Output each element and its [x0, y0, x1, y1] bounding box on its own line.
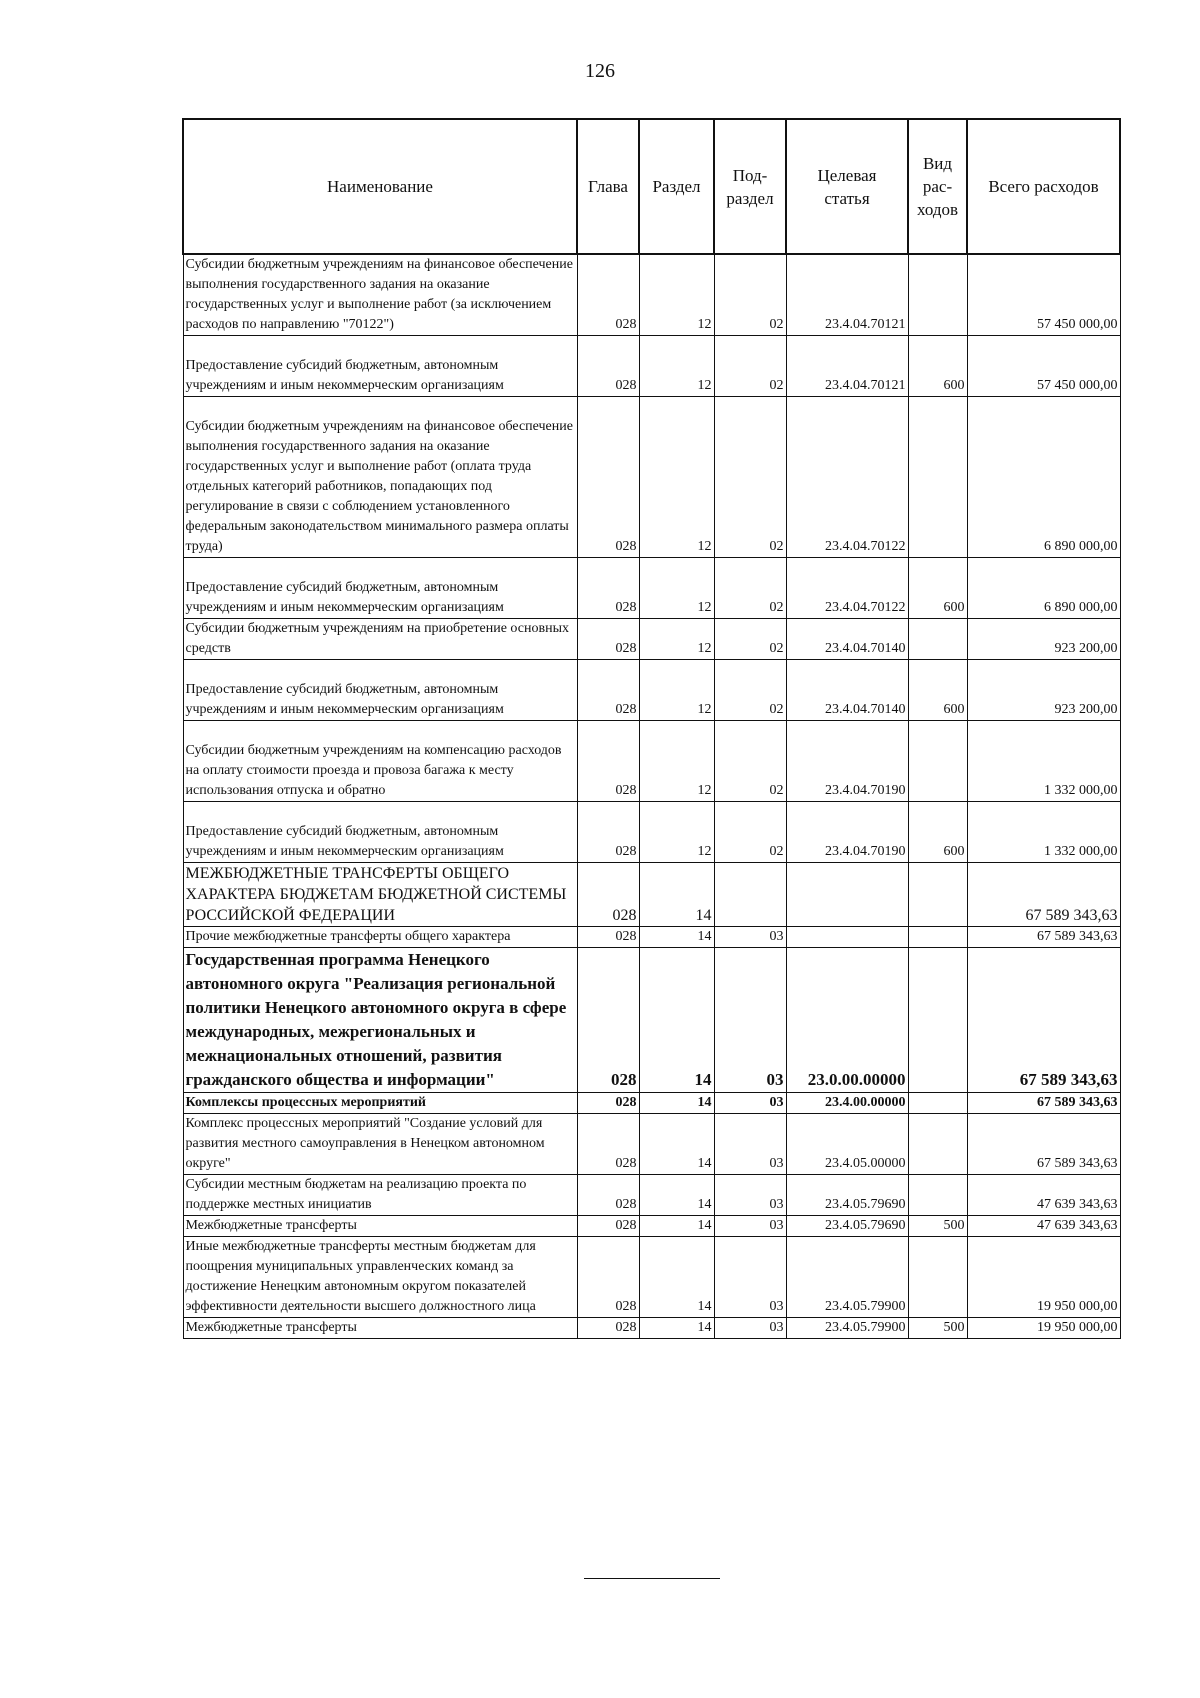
row-kind: 500: [908, 1318, 967, 1339]
row-target: 23.4.05.00000: [786, 1114, 908, 1175]
row-chapter: 028: [577, 1237, 639, 1318]
row-total: 923 200,00: [967, 619, 1120, 660]
row-kind: [908, 254, 967, 336]
row-name: Комплекс процессных мероприятий "Создание условий для развития местного самоуправления в Ненецком автономном округе": [183, 1114, 577, 1175]
row-kind: [908, 1237, 967, 1318]
row-chapter: 028: [577, 1175, 639, 1216]
row-subsection: 02: [714, 254, 786, 336]
row-total: 47 639 343,63: [967, 1216, 1120, 1237]
row-total: 67 589 343,63: [967, 948, 1120, 1093]
row-section: 14: [639, 863, 714, 927]
row-kind: 600: [908, 802, 967, 863]
table-row: [183, 336, 1120, 397]
row-section: 12: [639, 336, 714, 397]
row-subsection: [714, 863, 786, 927]
row-subsection: 02: [714, 802, 786, 863]
row-target: 23.4.04.70140: [786, 619, 908, 660]
page-number: 126: [585, 60, 615, 82]
budget-table: [182, 118, 1121, 1339]
row-name: Межбюджетные трансферты: [183, 1318, 577, 1339]
row-name: Государственная программа Ненецкого автономного округа "Реализация региональной политики Ненецкого автономного округа в сфере международных, межрегиональных и межнациональных отношений, развития гражданского общества и информации": [183, 948, 577, 1093]
row-section: 14: [639, 927, 714, 948]
row-chapter: 028: [577, 619, 639, 660]
table-row: [183, 863, 1120, 927]
table-row: [183, 1318, 1120, 1339]
row-section: 14: [639, 1114, 714, 1175]
row-section: 12: [639, 619, 714, 660]
row-chapter: 028: [577, 1216, 639, 1237]
header-kind: Вид рас- ходов: [908, 119, 967, 254]
row-kind: [908, 1175, 967, 1216]
row-name: Субсидии бюджетным учреждениям на финансовое обеспечение выполнения государственного задания на оказание государственных услуг и выполнение работ (оплата труда отдельных категорий работников, попадающих под регулирование в связи с соблюдением установленного федеральным законодательством минимального размера оплаты труда): [185, 419, 573, 554]
row-total: 1 332 000,00: [967, 721, 1120, 802]
row-section: 14: [639, 1093, 714, 1114]
row-name: Субсидии бюджетным учреждениям на компенсацию расходов на оплату стоимости проезда и провоза багажа к месту использования отпуска и обратно: [185, 743, 562, 798]
row-name: Предоставление субсидий бюджетным, автономным учреждениям и иным некоммерческим организациям: [185, 358, 504, 393]
row-subsection: 03: [714, 1216, 786, 1237]
row-subsection: 02: [714, 721, 786, 802]
table-header-row: [183, 119, 1120, 254]
row-section: 12: [639, 558, 714, 619]
row-target: 23.4.04.70121: [786, 336, 908, 397]
row-target: [786, 927, 908, 948]
row-subsection: 03: [714, 1175, 786, 1216]
table-row: [183, 1237, 1120, 1318]
row-total: 47 639 343,63: [967, 1175, 1120, 1216]
row-target: 23.4.05.79690: [786, 1216, 908, 1237]
row-target: 23.4.05.79900: [786, 1237, 908, 1318]
row-chapter: 028: [577, 948, 639, 1093]
row-target: 23.0.00.00000: [786, 948, 908, 1093]
row-kind: 600: [908, 660, 967, 721]
row-target: 23.4.04.70190: [786, 721, 908, 802]
row-section: 14: [639, 1318, 714, 1339]
table-row: [183, 802, 1120, 863]
row-chapter: 028: [577, 1114, 639, 1175]
row-total: 67 589 343,63: [967, 863, 1120, 927]
row-name: Предоставление субсидий бюджетным, автономным учреждениям и иным некоммерческим организациям: [185, 682, 504, 717]
row-name: Комплексы процессных мероприятий: [183, 1093, 577, 1114]
row-subsection: 03: [714, 927, 786, 948]
row-total: 67 589 343,63: [967, 1114, 1120, 1175]
row-name: Прочие межбюджетные трансферты общего характера: [183, 927, 577, 948]
row-subsection: 03: [714, 948, 786, 1093]
table-row: [183, 254, 1120, 336]
row-section: 14: [639, 948, 714, 1093]
row-section: 12: [639, 254, 714, 336]
row-kind: 600: [908, 558, 967, 619]
row-kind: [908, 927, 967, 948]
row-total: 19 950 000,00: [967, 1237, 1120, 1318]
row-kind: [908, 1093, 967, 1114]
row-target: 23.4.05.79900: [786, 1318, 908, 1339]
row-target: 23.4.04.70122: [786, 397, 908, 558]
row-name: Субсидии бюджетным учреждениям на приобретение основных средств: [183, 619, 577, 660]
table-row: [183, 948, 1120, 1093]
header-chapter: Глава: [577, 119, 639, 254]
row-subsection: 03: [714, 1237, 786, 1318]
row-kind: [908, 397, 967, 558]
row-chapter: 028: [577, 863, 639, 927]
header-total: Всего расходов: [967, 119, 1120, 254]
row-subsection: 02: [714, 558, 786, 619]
row-chapter: 028: [577, 802, 639, 863]
row-kind: [908, 863, 967, 927]
row-chapter: 028: [577, 1093, 639, 1114]
row-kind: 600: [908, 336, 967, 397]
table-row: [183, 1093, 1120, 1114]
row-chapter: 028: [577, 721, 639, 802]
row-total: 1 332 000,00: [967, 802, 1120, 863]
row-target: [786, 863, 908, 927]
row-total: 6 890 000,00: [967, 558, 1120, 619]
row-subsection: 02: [714, 397, 786, 558]
row-name: Предоставление субсидий бюджетным, автономным учреждениям и иным некоммерческим организациям: [185, 824, 504, 859]
row-kind: [908, 1114, 967, 1175]
header-target: Целевая статья: [786, 119, 908, 254]
row-section: 12: [639, 397, 714, 558]
row-chapter: 028: [577, 660, 639, 721]
table-row: [183, 558, 1120, 619]
row-subsection: 02: [714, 660, 786, 721]
table-row: [183, 619, 1120, 660]
row-total: 6 890 000,00: [967, 397, 1120, 558]
row-subsection: 03: [714, 1093, 786, 1114]
row-chapter: 028: [577, 336, 639, 397]
table-row: [183, 1114, 1120, 1175]
header-subsection: Под- раздел: [714, 119, 786, 254]
row-name: Субсидии бюджетным учреждениям на финансовое обеспечение выполнения государственного задания на оказание государственных услуг и выполнение работ (за исключением расходов по направлению "70122"): [183, 254, 577, 336]
row-chapter: 028: [577, 397, 639, 558]
row-name: Межбюджетные трансферты: [183, 1216, 577, 1237]
table-row: [183, 1216, 1120, 1237]
row-total: 67 589 343,63: [967, 927, 1120, 948]
row-chapter: 028: [577, 558, 639, 619]
table-row: [183, 660, 1120, 721]
row-section: 12: [639, 802, 714, 863]
row-name: Иные межбюджетные трансферты местным бюджетам для поощрения муниципальных управленческих команд за достижение Ненецким автономным округом показателей эффективности деятельности высшего должностного лица: [183, 1237, 577, 1318]
row-target: 23.4.04.70190: [786, 802, 908, 863]
row-name: Предоставление субсидий бюджетным, автономным учреждениям и иным некоммерческим организациям: [185, 580, 504, 615]
table-row: [183, 721, 1120, 802]
row-total: 19 950 000,00: [967, 1318, 1120, 1339]
row-total: 57 450 000,00: [967, 254, 1120, 336]
row-subsection: 02: [714, 336, 786, 397]
row-target: 23.4.04.70121: [786, 254, 908, 336]
row-name: Субсидии местным бюджетам на реализацию проекта по поддержке местных инициатив: [183, 1175, 577, 1216]
row-name: МЕЖБЮДЖЕТНЫЕ ТРАНСФЕРТЫ ОБЩЕГО ХАРАКТЕРА БЮДЖЕТАМ БЮДЖЕТНОЙ СИСТЕМЫ РОССИЙСКОЙ ФЕДЕРАЦИИ: [183, 863, 577, 927]
row-section: 14: [639, 1175, 714, 1216]
row-total: 67 589 343,63: [967, 1093, 1120, 1114]
row-subsection: 03: [714, 1114, 786, 1175]
row-kind: [908, 948, 967, 1093]
row-total: 57 450 000,00: [967, 336, 1120, 397]
row-subsection: 03: [714, 1318, 786, 1339]
row-total: 923 200,00: [967, 660, 1120, 721]
row-chapter: 028: [577, 254, 639, 336]
row-section: 14: [639, 1216, 714, 1237]
row-section: 12: [639, 660, 714, 721]
table-row: [183, 397, 1120, 558]
row-kind: [908, 721, 967, 802]
row-section: 14: [639, 1237, 714, 1318]
row-section: 12: [639, 721, 714, 802]
row-kind: [908, 619, 967, 660]
row-target: 23.4.04.70122: [786, 558, 908, 619]
header-name: Наименование: [183, 119, 577, 254]
row-chapter: 028: [577, 1318, 639, 1339]
row-subsection: 02: [714, 619, 786, 660]
row-target: 23.4.04.70140: [786, 660, 908, 721]
row-chapter: 028: [577, 927, 639, 948]
row-target: 23.4.05.79690: [786, 1175, 908, 1216]
row-target: 23.4.00.00000: [786, 1093, 908, 1114]
header-section: Раздел: [639, 119, 714, 254]
row-kind: 500: [908, 1216, 967, 1237]
footer-divider: [584, 1578, 720, 1579]
table-row: [183, 927, 1120, 948]
table-row: [183, 1175, 1120, 1216]
